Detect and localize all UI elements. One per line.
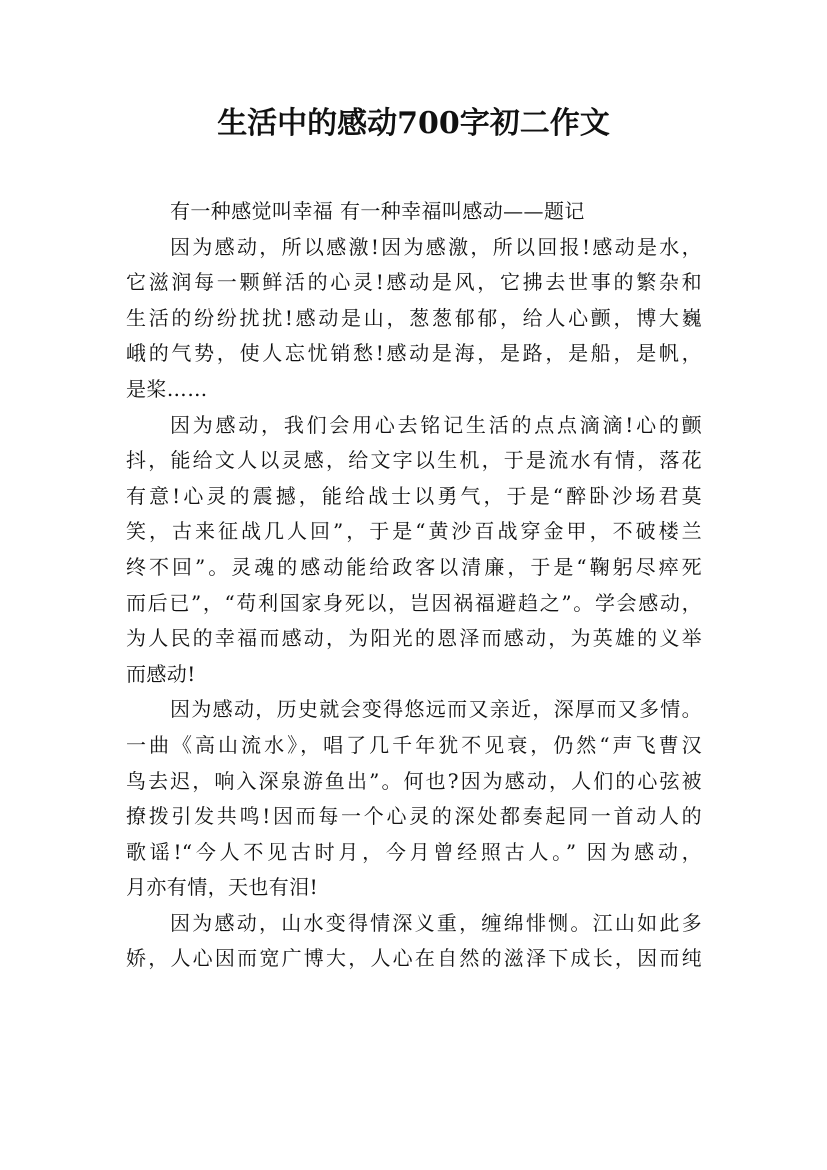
article-title: 生活中的感动700字初二作文 [217, 106, 610, 141]
body-line: 是桨…… [126, 376, 208, 401]
body-line: 它滋润每一颗鲜活的心灵!感动是风，它拂去世事的繁杂和 [126, 270, 702, 295]
body-line: 撩拨引发共鸣!因而每一个心灵的深处都奏起同一首动人的 [126, 804, 702, 829]
body-line: 因为感动，所以感激!因为感激，所以回报!感动是水， [170, 234, 702, 259]
body-line: 抖，能给文人以灵感，给文字以生机，于是流水有情，落花 [126, 448, 702, 473]
body-line: 生活的纷纷扰扰!感动是山，葱葱郁郁，给人心颤，博大巍 [126, 305, 702, 330]
body-line: 而感动! [126, 661, 196, 686]
body-line: 而后已”，“苟利国家身死以，岂因祸福避趋之”。学会感动， [126, 590, 702, 615]
body-line: 鸟去迟，响入深泉游鱼出”。何也?因为感动，人们的心弦被 [126, 768, 702, 793]
body-line: 有意!心灵的震撼，能给战士以勇气，于是“醉卧沙场君莫 [126, 483, 702, 508]
epigraph-line: 有一种感觉叫幸福 有一种幸福叫感动——题记 [170, 199, 585, 223]
body-line: 为人民的幸福而感动，为阳光的恩泽而感动，为英雄的义举 [126, 626, 702, 651]
body-line: 月亦有情，天也有泪! [126, 875, 319, 900]
body-line: 娇，人心因而宽广博大，人心在自然的滋泽下成长，因而纯 [126, 946, 702, 971]
body-line: 歌谣!“今人不见古时月，今月曾经照古人。” 因为感动， [126, 839, 702, 864]
body-line: 峨的气势，使人忘忧销愁!感动是海，是路，是船，是帆， [126, 341, 702, 366]
body-line: 因为感动，我们会用心去铭记生活的点点滴滴!心的颤 [170, 412, 702, 437]
body-line: 终不回”。灵魂的感动能给政客以清廉，于是“鞠躬尽瘁死 [126, 554, 702, 579]
body-line: 笑，古来征战几人回”，于是“黄沙百战穿金甲，不破楼兰 [126, 519, 702, 544]
body-line: 因为感动，山水变得情深义重，缠绵悱恻。江山如此多 [170, 910, 702, 935]
article-body [126, 194, 702, 977]
body-line: 一曲《高山流水》，唱了几千年犹不见衰，仍然“声飞曹汉 [126, 732, 702, 757]
body-line: 因为感动，历史就会变得悠远而又亲近，深厚而又多情。 [170, 697, 702, 722]
